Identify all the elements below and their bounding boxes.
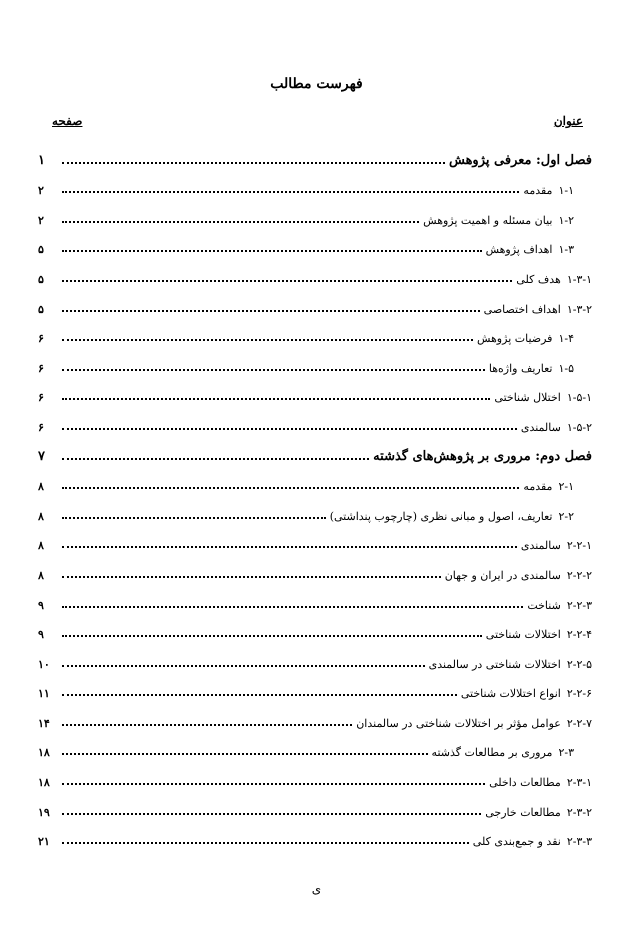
toc-section-number: ۲-۲ xyxy=(558,509,574,523)
toc-row[interactable] xyxy=(38,197,592,227)
toc-page-number: ۶ xyxy=(38,420,44,434)
toc-entry-title: اختلال شناختی xyxy=(494,391,561,405)
toc-row[interactable] xyxy=(38,286,592,316)
toc-row[interactable] xyxy=(38,552,592,582)
toc-section-number: ۲-۲-۵ xyxy=(566,657,592,671)
toc-section-number: ۲-۳-۳ xyxy=(566,835,592,849)
toc-entry-title: اختلالات شناختی در سالمندی xyxy=(428,657,561,671)
toc-page-number: ۶ xyxy=(38,332,44,346)
toc-section-number: ۲-۳-۲ xyxy=(566,805,592,819)
dot-leader xyxy=(62,250,482,252)
toc-row[interactable] xyxy=(38,375,592,405)
toc-entry-title: مروری بر مطالعات گذشته xyxy=(431,746,553,760)
footer-page-number: ی xyxy=(311,882,322,896)
toc-entry-title: سالمندی در ایران و جهان xyxy=(444,568,561,582)
toc-page-number: ۸ xyxy=(38,509,44,523)
title-column-header: عنوان xyxy=(553,114,583,128)
toc-row[interactable] xyxy=(38,493,592,523)
toc-entry-title: انواع اختلالات شناختی xyxy=(460,687,561,701)
toc-row[interactable] xyxy=(38,168,592,198)
toc-page-number: ۱۸ xyxy=(38,776,50,790)
toc-page-number: ۵ xyxy=(38,302,44,316)
toc-page-number: ۱۴ xyxy=(38,716,50,730)
toc-entry-title: نقد و جمع‌بندی کلی xyxy=(472,835,561,849)
toc-chapter-row[interactable] xyxy=(38,138,592,168)
dot-leader xyxy=(62,724,352,726)
toc-row[interactable] xyxy=(38,582,592,612)
dot-leader xyxy=(62,280,512,282)
toc-page-number: ۱۱ xyxy=(38,687,50,701)
toc-page-number: ۸ xyxy=(38,539,44,553)
dot-leader xyxy=(62,517,326,519)
dot-leader xyxy=(62,428,517,430)
toc-entry-title: فصل دوم: مروری بر پژوهش‌های گذشته xyxy=(373,448,592,464)
toc-row[interactable] xyxy=(38,316,592,346)
toc-section-number: ۲-۲-۷ xyxy=(566,716,592,730)
toc-section-number: ۲-۲-۱ xyxy=(566,539,592,553)
toc-row[interactable] xyxy=(38,671,592,701)
dot-leader xyxy=(62,813,481,815)
dot-leader xyxy=(62,458,369,460)
toc-entry-title: اهداف پژوهش xyxy=(485,243,553,257)
page-title: فهرست مطالب xyxy=(270,76,363,92)
toc-entry-title: مقدمه xyxy=(523,184,553,198)
toc-page-number: ۱۹ xyxy=(38,805,50,819)
toc-entry-title: مطالعات داخلی xyxy=(489,776,561,790)
toc-chapter-row[interactable] xyxy=(38,434,592,464)
dot-leader xyxy=(62,369,485,371)
toc-page-number: ۲ xyxy=(38,184,44,198)
toc-row[interactable] xyxy=(38,789,592,819)
toc-section-number: ۲-۲-۳ xyxy=(566,598,592,612)
toc-entry-title: عوامل مؤثر بر اختلالات شناختی در سالمندان xyxy=(356,716,561,730)
toc-page-number: ۸ xyxy=(38,480,44,494)
dot-leader xyxy=(62,221,419,223)
toc-page-number: ۸ xyxy=(38,568,44,582)
toc-page-number: ۶ xyxy=(38,391,44,405)
toc-section-number: ۱-۳-۱ xyxy=(566,272,592,286)
toc-page-number: ۹ xyxy=(38,598,44,612)
toc-entry-title: فرضیات پژوهش xyxy=(476,332,553,346)
toc-section-number: ۱-۲ xyxy=(558,213,574,227)
toc-page-number: ۱ xyxy=(38,152,45,168)
toc-row[interactable] xyxy=(38,404,592,434)
toc-row[interactable] xyxy=(38,819,592,849)
toc-row[interactable] xyxy=(38,759,592,789)
toc-entry-title: اهداف اختصاصی xyxy=(483,302,561,316)
dot-leader xyxy=(62,635,482,637)
toc-row[interactable] xyxy=(38,345,592,375)
toc-row[interactable] xyxy=(38,641,592,671)
dot-leader xyxy=(62,398,490,400)
dot-leader xyxy=(62,576,441,578)
toc-page-number: ۷ xyxy=(38,448,45,464)
toc-section-number: ۱-۳-۲ xyxy=(566,302,592,316)
toc-section-number: ۲-۳ xyxy=(558,746,574,760)
dot-leader xyxy=(62,162,445,164)
toc-page-number: ۱۸ xyxy=(38,746,50,760)
toc-page-number: ۱۰ xyxy=(38,657,50,671)
toc-section-number: ۱-۵-۱ xyxy=(566,391,592,405)
toc-row[interactable] xyxy=(38,227,592,257)
toc-section-number: ۱-۵ xyxy=(558,361,574,375)
toc-page-number: ۲ xyxy=(38,213,44,227)
dot-leader xyxy=(62,753,428,755)
toc-section-number: ۱-۴ xyxy=(558,332,574,346)
toc-section-number: ۱-۵-۲ xyxy=(566,420,592,434)
toc-entry-title: اختلالات شناختی xyxy=(485,628,561,642)
toc-entry-title: هدف کلی xyxy=(516,272,561,286)
page-column-header: صفحه xyxy=(52,114,83,128)
toc-entry-title: تعاریف واژه‌ها xyxy=(488,361,553,375)
dot-leader xyxy=(62,842,469,844)
toc-entry-title: شناخت xyxy=(527,598,561,612)
toc-section-number: ۱-۱ xyxy=(558,184,574,198)
table-of-contents xyxy=(38,138,592,848)
toc-entry-title: مطالعات خارجی xyxy=(485,805,561,819)
dot-leader xyxy=(62,339,473,341)
toc-entry-title: تعاریف، اصول و مبانی نظری (چارچوب پنداشتی) xyxy=(329,509,553,523)
toc-section-number: ۱-۳ xyxy=(558,243,574,257)
dot-leader xyxy=(62,783,485,785)
toc-section-number: ۲-۲-۶ xyxy=(566,687,592,701)
toc-page-number: ۲۱ xyxy=(38,835,50,849)
toc-entry-title: بیان مسئله و اهمیت پژوهش xyxy=(423,213,553,227)
toc-row[interactable] xyxy=(38,730,592,760)
toc-row[interactable] xyxy=(38,612,592,642)
toc-row[interactable] xyxy=(38,256,592,286)
toc-page-number: ۵ xyxy=(38,272,44,286)
toc-entry-title: سالمندی xyxy=(520,539,561,553)
dot-leader xyxy=(62,665,425,667)
toc-row[interactable] xyxy=(38,700,592,730)
dot-leader xyxy=(62,546,517,548)
dot-leader xyxy=(62,487,519,489)
toc-entry-title: مقدمه xyxy=(523,480,553,494)
toc-section-number: ۲-۳-۱ xyxy=(566,776,592,790)
toc-entry-title: فصل اول: معرفی پژوهش xyxy=(449,152,592,168)
toc-section-number: ۲-۱ xyxy=(558,480,574,494)
dot-leader xyxy=(62,694,457,696)
toc-section-number: ۲-۲-۴ xyxy=(566,628,592,642)
toc-entry-title: سالمندی xyxy=(520,420,561,434)
toc-page-number: ۵ xyxy=(38,243,44,257)
toc-row[interactable] xyxy=(38,523,592,553)
toc-page-number: ۶ xyxy=(38,361,44,375)
dot-leader xyxy=(62,191,519,193)
toc-page-number: ۹ xyxy=(38,628,44,642)
dot-leader xyxy=(62,310,480,312)
toc-row[interactable] xyxy=(38,464,592,494)
toc-section-number: ۲-۲-۲ xyxy=(566,568,592,582)
dot-leader xyxy=(62,606,523,608)
